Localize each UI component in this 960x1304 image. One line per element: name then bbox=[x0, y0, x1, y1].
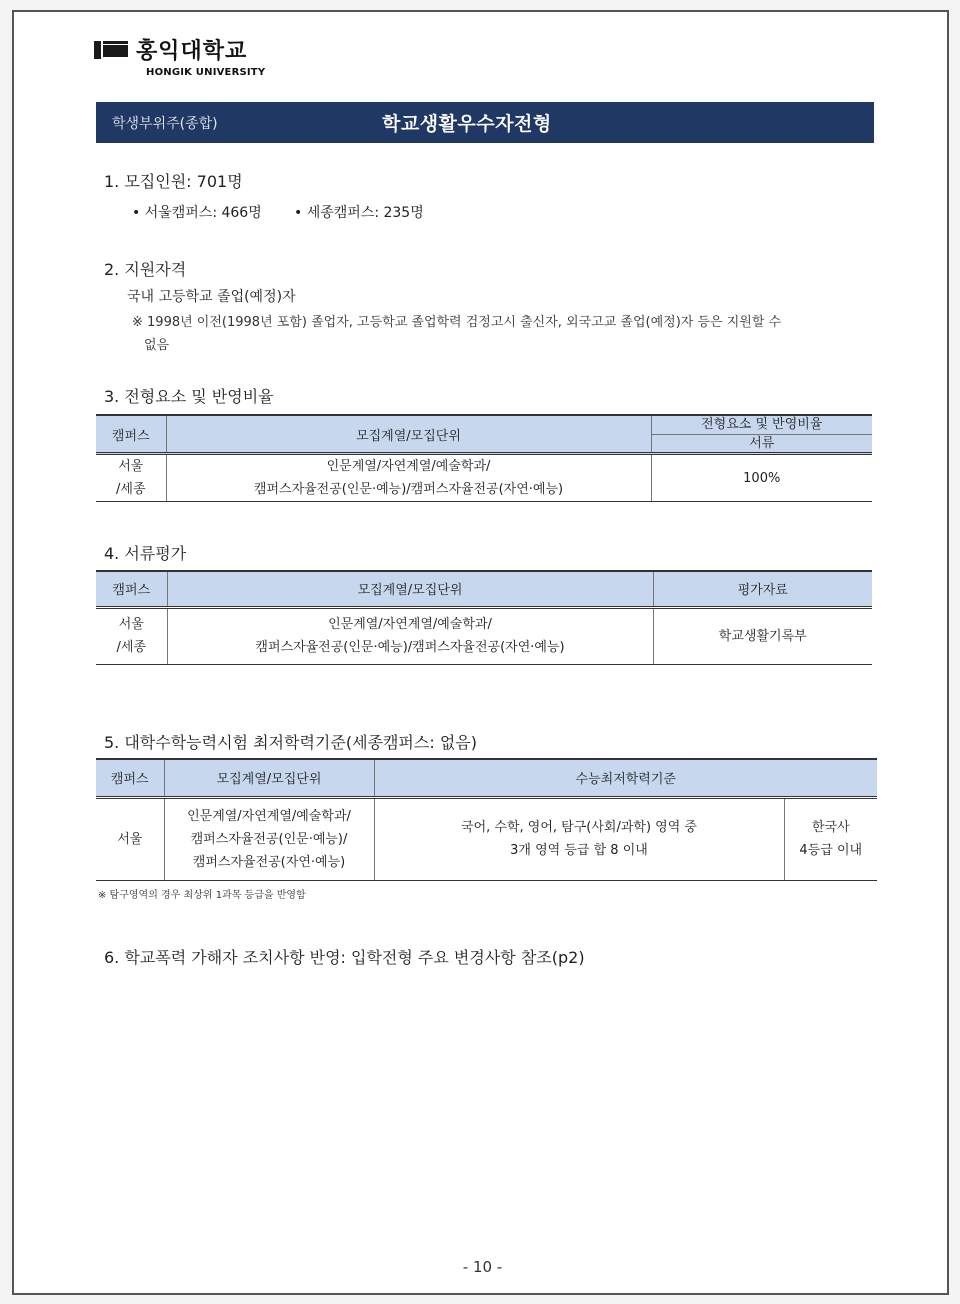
section-5-title: 5. 대학수학능력시험 최저학력기준(세종캠퍼스: 없음) bbox=[104, 733, 477, 752]
hongik-emblem-icon bbox=[94, 39, 130, 61]
th-unit: 모집계열/모집단위 bbox=[164, 759, 374, 797]
ratio-cell: 100% bbox=[651, 454, 872, 502]
section-4-title: 4. 서류평가 bbox=[104, 544, 187, 563]
admission-type-banner bbox=[96, 102, 874, 143]
th-standard: 수능최저학력기준 bbox=[374, 759, 877, 797]
eligibility-note-line-2: 없음 bbox=[144, 338, 170, 353]
page-number: - 10 - bbox=[462, 1258, 503, 1276]
sejong-quota: • 세종캠퍼스: 235명 bbox=[294, 205, 424, 221]
unit-cell: 인문계열/자연계열/예술학과/ 캠퍼스자율전공(인문·예능)/ 캠퍼스자율전공(자연·예능) bbox=[164, 797, 374, 880]
th-campus: 캠퍼스 bbox=[96, 415, 166, 454]
campus-cell: 서울 /세종 bbox=[96, 454, 166, 502]
material-cell: 학교생활기록부 bbox=[653, 607, 872, 664]
eligibility-text: 국내 고등학교 졸업(예정)자 bbox=[127, 289, 296, 305]
table-row bbox=[96, 454, 872, 502]
section-2-title: 2. 지원자격 bbox=[104, 260, 187, 279]
table-row bbox=[96, 797, 877, 880]
unit-cell: 인문계열/자연계열/예술학과/ 캠퍼스자율전공(인문·예능)/캠퍼스자율전공(자연·예능) bbox=[167, 607, 653, 664]
campus-cell: 서울 /세종 bbox=[96, 607, 167, 664]
section-6-title: 6. 학교폭력 가해자 조치사항 반영: 입학전형 주요 변경사항 참조(p2) bbox=[104, 948, 585, 967]
campus-cell: 서울 bbox=[96, 797, 164, 880]
university-logo bbox=[94, 34, 265, 78]
th-ratio: 전형요소 및 반영비율 bbox=[651, 415, 872, 435]
standard-cell: 국어, 수학, 영어, 탐구(사회/과학) 영역 중 3개 영역 등급 합 8 이내 bbox=[374, 797, 784, 880]
unit-cell: 인문계열/자연계열/예술학과/ 캠퍼스자율전공(인문·예능)/캠퍼스자율전공(자연·예능) bbox=[166, 454, 651, 502]
evaluation-table bbox=[96, 570, 872, 665]
seoul-quota: • 서울캠퍼스: 466명 bbox=[132, 205, 262, 221]
section-3-title: 3. 전형요소 및 반영비율 bbox=[104, 387, 274, 406]
section-1-title: 1. 모집인원: 701명 bbox=[104, 172, 243, 191]
table-row bbox=[96, 607, 872, 664]
korean-history-cell: 한국사 4등급 이내 bbox=[784, 797, 877, 880]
ratio-table bbox=[96, 414, 872, 502]
document-page bbox=[12, 10, 949, 1295]
inquiry-note: ※ 탐구영역의 경우 최상위 1과목 등급을 반영함 bbox=[98, 890, 306, 901]
th-campus: 캠퍼스 bbox=[96, 759, 164, 797]
eligibility-note-line-1: ※ 1998년 이전(1998년 포함) 졸업자, 고등학교 졸업학력 검정고시 출신자, 외국고교 졸업(예정)자 등은 지원할 수 bbox=[132, 315, 782, 330]
banner-category: 학생부위주(종합) bbox=[112, 115, 218, 132]
banner-title: 학교생활우수자전형 bbox=[382, 113, 552, 135]
logo-korean-text: 홍익대학교 bbox=[136, 39, 248, 64]
logo-english-text: HONGIK UNIVERSITY bbox=[146, 67, 266, 78]
th-document: 서류 bbox=[651, 435, 872, 454]
csat-minimum-table bbox=[96, 758, 877, 881]
th-material: 평가자료 bbox=[653, 571, 872, 607]
th-campus: 캠퍼스 bbox=[96, 571, 167, 607]
th-unit: 모집계열/모집단위 bbox=[166, 415, 651, 454]
th-unit: 모집계열/모집단위 bbox=[167, 571, 653, 607]
